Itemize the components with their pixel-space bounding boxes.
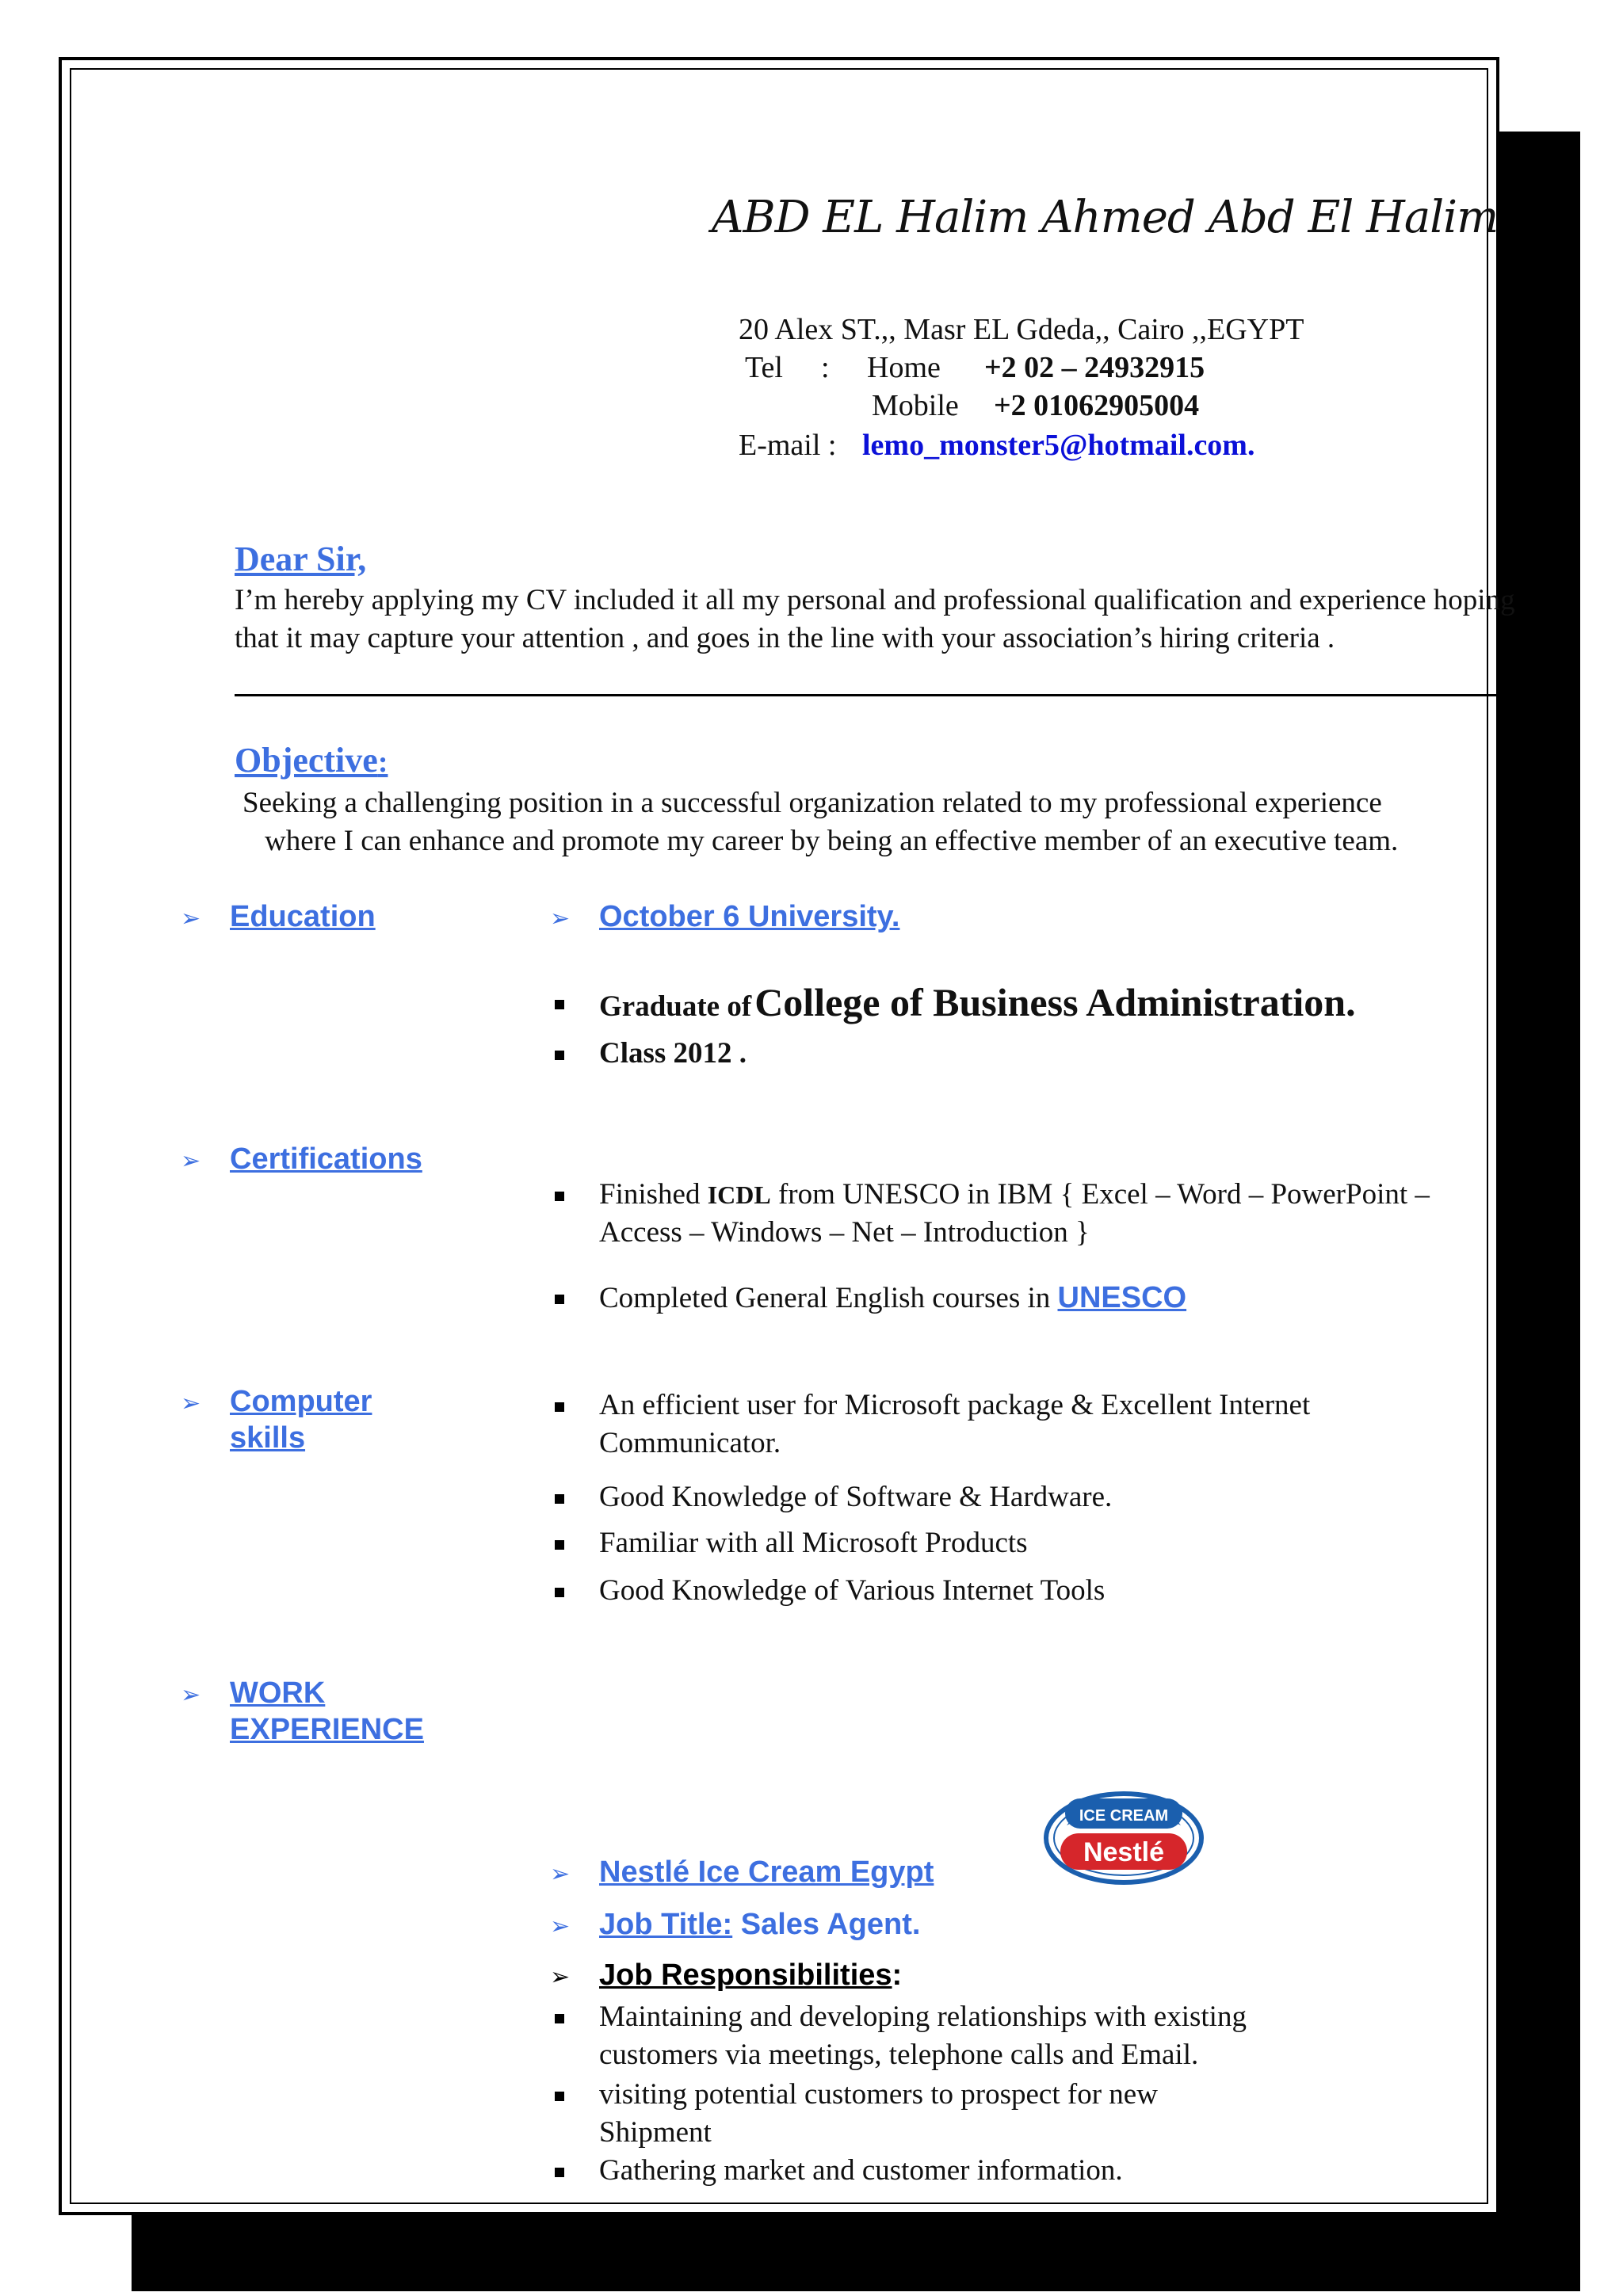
mobile-label: Mobile xyxy=(872,389,959,422)
home-label: Home xyxy=(867,351,941,384)
bullet-icon xyxy=(555,1402,564,1412)
arrow-icon: ➢ xyxy=(181,905,201,933)
computer-skills-label-1: Computer xyxy=(230,1385,372,1418)
icdl-line-1: Finished ICDL from UNESCO in IBM { Excel – Word – PowerPoint – xyxy=(599,1178,1430,1211)
bullet-icon xyxy=(555,1494,564,1504)
logo-top-text: ICE CREAM xyxy=(1079,1807,1169,1825)
nestle-ice-cream-logo xyxy=(1043,1791,1205,1886)
email-link[interactable]: lemo_monster5@hotmail.com. xyxy=(862,429,1255,462)
arrow-icon: ➢ xyxy=(550,905,571,933)
greeting: Dear Sir, xyxy=(235,540,367,578)
job-title: Job Title: Sales Agent. xyxy=(599,1908,921,1941)
work-experience-label-2: EXPERIENCE xyxy=(230,1713,424,1746)
home-number: +2 02 – 24932915 xyxy=(984,351,1205,384)
bullet-icon xyxy=(555,1295,564,1304)
tel-label: Tel xyxy=(745,351,783,384)
skill-item: Good Knowledge of Various Internet Tools xyxy=(599,1574,1106,1607)
responsibility-item: visiting potential customers to prospect for new Shipment xyxy=(599,2078,1158,2149)
responsibility-item: Gathering market and customer information. xyxy=(599,2154,1123,2187)
bullet-icon xyxy=(555,2092,564,2101)
bullet-icon xyxy=(555,1588,564,1597)
arrow-icon: ➢ xyxy=(181,1390,201,1417)
mobile-number: +2 01062905004 xyxy=(994,389,1200,422)
arrow-icon: ➢ xyxy=(550,1913,571,1940)
letter-body: I’m hereby applying my CV included it all my personal and professional qualification and experience hoping that it may capture your attention , and goes in the line with your association’s hiring criteria . xyxy=(235,584,1515,654)
cv-page xyxy=(59,57,1515,2215)
arrow-icon: ➢ xyxy=(181,1681,201,1709)
responsibilities-heading: Job Responsibilities: xyxy=(599,1958,903,1992)
bullet-icon xyxy=(555,1540,564,1550)
objective-line-1: Seeking a challenging position in a successful organization related to my professional experience xyxy=(242,787,1382,819)
responsibility-item: Maintaining and developing relationships with existing customers via meetings, telephone calls and Email. xyxy=(599,2000,1247,2071)
bullet-icon xyxy=(555,1051,564,1060)
education-label: Education xyxy=(230,900,376,933)
objective-heading: Objective: xyxy=(235,741,388,780)
arrow-icon: ➢ xyxy=(550,1860,571,1888)
skill-item: An efficient user for Microsoft package & Excellent Internet Communicator. xyxy=(599,1389,1311,1459)
company-name: Nestlé Ice Cream Egypt xyxy=(599,1855,934,1889)
skill-item: Familiar with all Microsoft Products xyxy=(599,1527,1028,1559)
bullet-icon xyxy=(555,2168,564,2177)
applicant-name: ABD EL Halim Ahmed Abd El Halim xyxy=(712,192,1499,243)
work-experience-label-1: WORK xyxy=(230,1676,326,1710)
skill-item: Good Knowledge of Software & Hardware. xyxy=(599,1481,1113,1513)
certifications-label: Certifications xyxy=(230,1142,422,1176)
tel-colon: : xyxy=(821,351,830,384)
graduate-line: Graduate of College of Business Administration. xyxy=(599,980,1356,1024)
email-label: E-mail : xyxy=(739,429,837,462)
computer-skills-label-2: skills xyxy=(230,1421,306,1455)
class-year: Class 2012 . xyxy=(599,1037,747,1070)
university-name: October 6 University. xyxy=(599,900,900,933)
address-line: 20 Alex ST.,, Masr EL Gdeda,, Cairo ,,EGYPT xyxy=(739,313,1304,346)
logo-brand-text: Nestlé xyxy=(1083,1837,1165,1867)
section-divider xyxy=(235,694,1541,696)
objective-line-2: where I can enhance and promote my career by being an effective member of an executive team. xyxy=(265,825,1399,857)
bullet-icon xyxy=(555,2014,564,2023)
bullet-icon xyxy=(555,1000,564,1009)
unesco-link[interactable]: UNESCO xyxy=(1057,1281,1187,1314)
arrow-icon: ➢ xyxy=(550,1963,571,1991)
icdl-line-2: Access – Windows – Net – Introduction } xyxy=(599,1216,1090,1249)
bullet-icon xyxy=(555,1192,564,1201)
english-course: Completed General English courses in UNESCO xyxy=(599,1281,1187,1314)
arrow-icon: ➢ xyxy=(181,1147,201,1175)
